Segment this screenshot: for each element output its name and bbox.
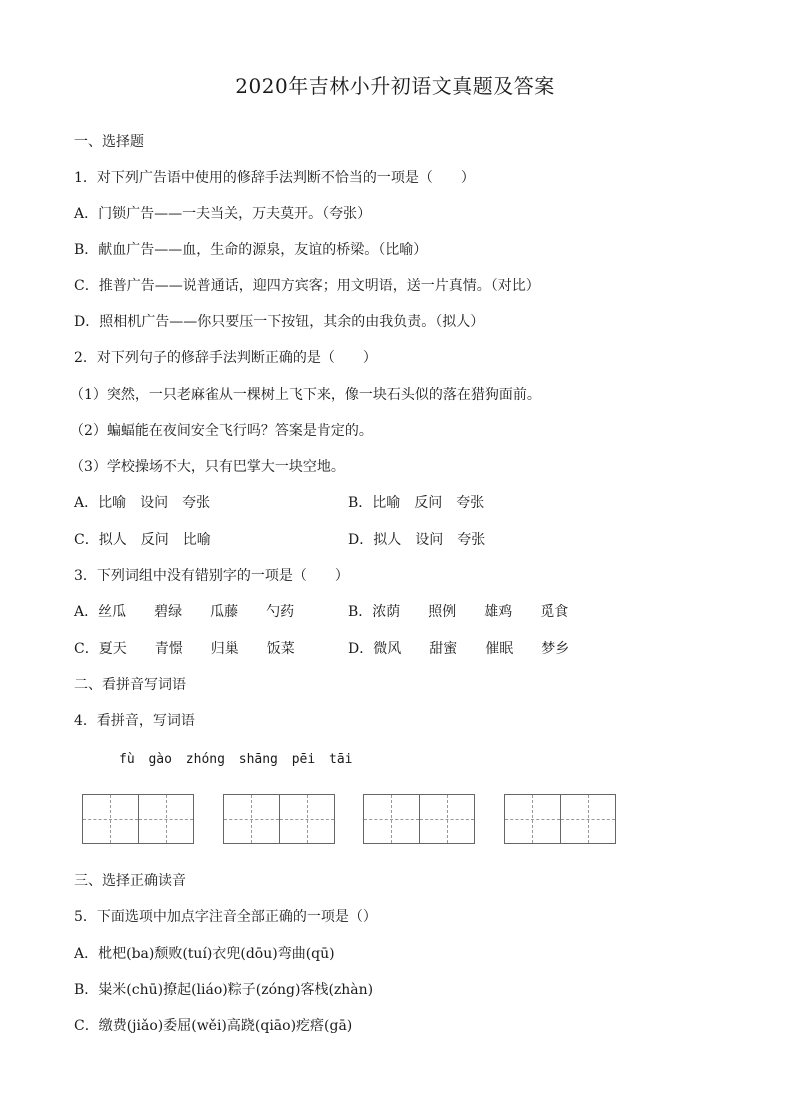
question-2-option-d: D．拟人 设问 夸张 <box>348 532 486 548</box>
question-5-stem: 5．下面选项中加点字注音全部正确的一项是（） <box>74 909 377 925</box>
writing-cell[interactable] <box>279 795 334 843</box>
writing-cell[interactable] <box>505 795 560 843</box>
question-1-option-d: D．照相机广告——你只要压一下按钮，其余的由我负责。（拟人） <box>74 314 485 330</box>
question-2-sentence-1: （1）突然，一只老麻雀从一棵树上飞下来，像一块石头似的落在猎狗面前。 <box>70 387 541 403</box>
question-1-option-c: C．推普广告——说普通话，迎四方宾客；用文明语，送一片真情。（对比） <box>74 278 540 294</box>
writing-cell[interactable] <box>83 795 138 843</box>
writing-cell[interactable] <box>419 795 474 843</box>
section-heading-pronunciation: 三、选择正确读音 <box>74 873 186 889</box>
writing-cell[interactable] <box>560 795 615 843</box>
question-3-option-c: C．夏天 青憬 归巢 饭菜 <box>74 641 295 657</box>
question-2-option-a: A．比喻 设问 夸张 <box>74 495 211 511</box>
writing-grid-2[interactable] <box>223 794 335 844</box>
question-2-sentence-2: （2）蝙蝠能在夜间安全飞行吗？答案是肯定的。 <box>70 423 373 439</box>
question-1-stem: 1．对下列广告语中使用的修辞手法判断不恰当的一项是（ ） <box>74 170 475 186</box>
question-3-option-a: A．丝瓜 碧绿 瓜藤 勺药 <box>74 604 295 620</box>
question-3-stem: 3．下列词组中没有错别字的一项是（ ） <box>74 568 349 584</box>
writing-grid-4[interactable] <box>504 794 616 844</box>
question-2-sentence-3: （3）学校操场不大，只有巴掌大一块空地。 <box>70 459 345 475</box>
question-5-option-a: A．枇杷(ba)颓败(tuí)衣兜(dōu)弯曲(qū) <box>74 946 335 962</box>
writing-grid-3[interactable] <box>363 794 475 844</box>
question-1-option-b: B．献血广告——血，生命的源泉，友谊的桥梁。（比喻） <box>74 242 428 258</box>
question-3-option-d: D．微风 甜蜜 催眠 梦乡 <box>348 641 570 657</box>
question-5-option-c: C．缴费(jiǎo)委屈(wěi)高跷(qiāo)疙瘩(gā) <box>74 1018 353 1034</box>
question-3-option-b: B．浓荫 照例 雄鸡 觅食 <box>348 604 569 620</box>
section-heading-pinyin: 二、看拼音写词语 <box>74 677 186 693</box>
question-2-stem: 2．对下列句子的修辞手法判断正确的是（ ） <box>74 350 377 366</box>
writing-cell[interactable] <box>224 795 279 843</box>
writing-cell[interactable] <box>364 795 419 843</box>
pinyin-prompt: fù gào zhóng shāng pēi tāi <box>119 752 353 767</box>
page-title: 2020年吉林小升初语文真题及答案 <box>235 74 555 98</box>
question-2-option-b: B．比喻 反问 夸张 <box>348 495 485 511</box>
question-5-option-b: B．粜米(chū)撩起(liáo)粽子(zóng)客栈(zhàn) <box>74 982 374 998</box>
writing-grid-1[interactable] <box>82 794 194 844</box>
question-1-option-a: A．门锁广告——一夫当关，万夫莫开。（夸张） <box>74 206 372 222</box>
question-4-stem: 4．看拼音，写词语 <box>74 713 195 729</box>
question-2-option-c: C．拟人 反问 比喻 <box>74 532 211 548</box>
section-heading-choice: 一、选择题 <box>74 134 144 150</box>
writing-cell[interactable] <box>138 795 193 843</box>
